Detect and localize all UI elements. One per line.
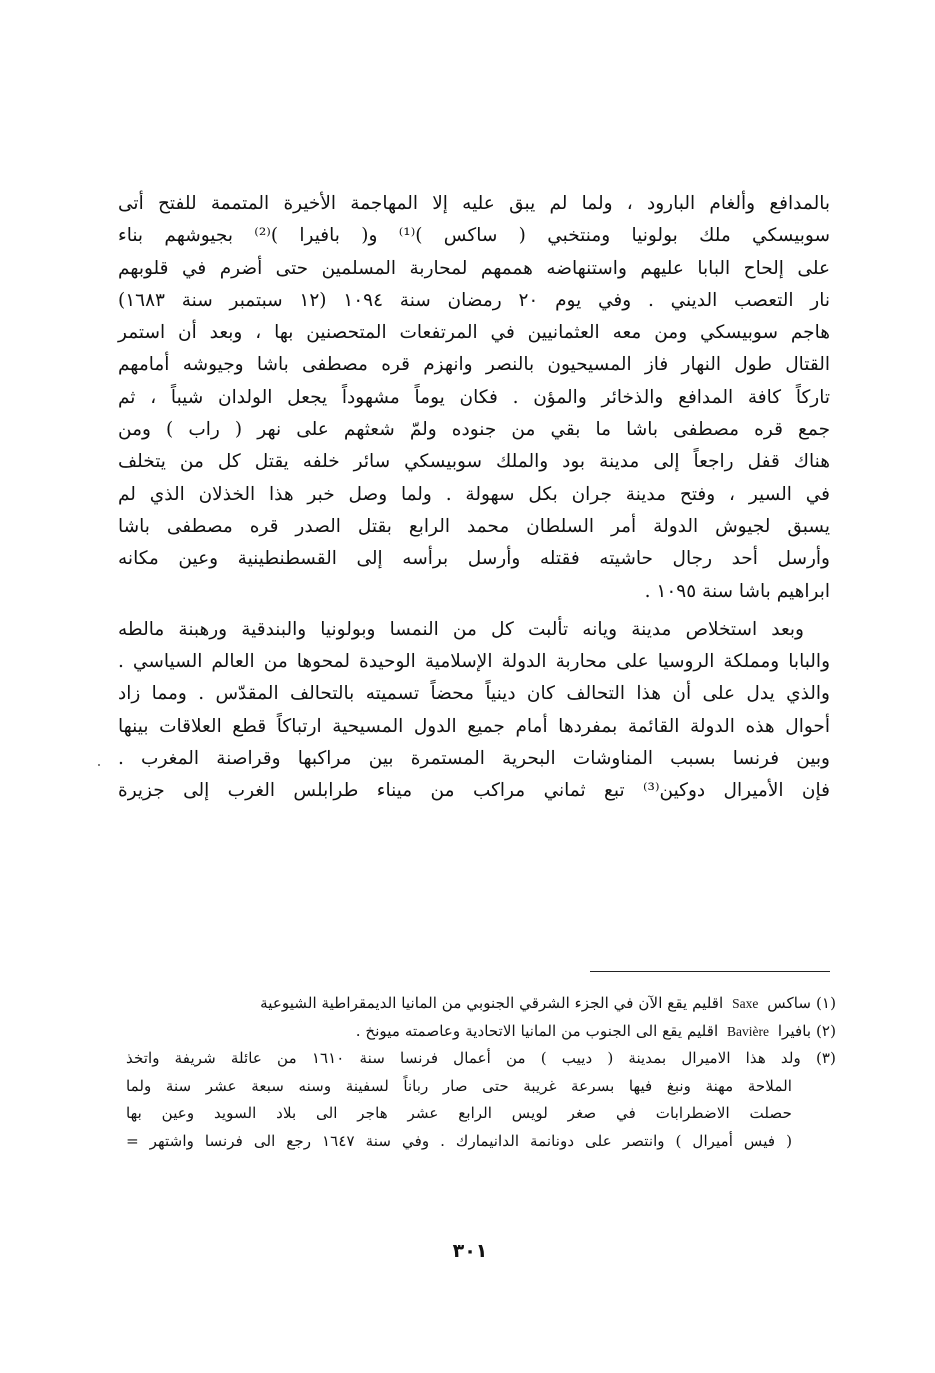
text-line: بالمدافع وألغام البارود ، ولما لم يبق عليه إلا المهاجمة الأخيرة المتممة للفتح أتى xyxy=(118,193,830,214)
footnote-2-label: (٢) بافيرا xyxy=(777,1021,836,1040)
margin-mark xyxy=(98,764,100,766)
footnote-1-latin-term: Saxe xyxy=(732,996,759,1011)
footnote-line: حصلت الاضطرابات في صغر لويس الرابع عشر هاجر الى بلاد السويد وعين بها xyxy=(126,1104,792,1122)
text-line: هاجم سوبيسكي ومن معه العثمانيين في المرتفعات المتحصنين بها ، وبعد أن استمر xyxy=(118,322,830,344)
text-line: أحوال هذه الدولة القائمة بمفردها أمام جميع الدول المسيحية ارتباكاً قطع العلاقات بينها xyxy=(118,715,830,737)
footnote-2-latin-term: Bavière xyxy=(727,1023,769,1039)
text-line: ابراهيم باشا سنة ١٠٩٥ . xyxy=(644,580,830,602)
text-line: وبعد استخلاص مدينة ويانه تألبت كل من النمسا وبولونيا والبندقية ورهبنة مالطه xyxy=(118,618,804,640)
footnote-2-text: اقليم يقع الى الجنوب من المانيا الاتحادية وعاصمته ميونخ . xyxy=(355,1021,719,1040)
footnote-1 xyxy=(126,990,836,1018)
footnote-divider xyxy=(590,971,830,972)
footnote-line: ( فيس أميرال ) وانتصر على دونانمة الدانيمارك . وفي سنة ١٦٤٧ رجع الى فرنسا واشتهر = xyxy=(126,1131,792,1150)
text-line: سوبيسكي ملك بولونيا ومنتخبي ( ساكس )⁽¹⁾ و( بافيرا )⁽²⁾ بجيوشهم بناء xyxy=(118,225,830,247)
text-line: وأرسل أحد رجال حاشيته فقتله وأرسل برأسه إلى القسطنطينية وعين مكانه xyxy=(118,548,830,570)
footnote-1-text: اقليم يقع الآن في الجزء الشرقي الجنوبي من المانيا الديمقراطية الشيوعية xyxy=(260,994,724,1012)
footnote-3 xyxy=(126,1045,836,1155)
text-line: في السير ، وفتح مدينة جران بكل سهولة . ولما وصل خبر هذا الخذلان الذي لم xyxy=(118,483,830,505)
text-line: نار التعصب الديني . وفي يوم ٢٠ رمضان سنة ١٠٩٤ (١٢ سبتمبر سنة ١٦٨٣) xyxy=(118,289,830,311)
footnote-line: (٣) ولد هذا الاميرال بمدينة ( دييب ) من أعمال فرنسا سنة ١٦١٠ من عائلة شريفة واتخذ xyxy=(126,1049,836,1067)
footnotes xyxy=(126,990,836,1155)
text-line: وبين فرنسا بسبب المناوشات البحرية المستمرة بين مراكبها وقراصنة المغرب . xyxy=(118,748,830,770)
text-line: على إلحاح البابا عليهم واستنهاضه هممهم لمحاربة المسلمين حتى أضرم في قلوبهم xyxy=(118,257,830,279)
page-number: ٣٠١ xyxy=(452,1240,488,1262)
text-line: تاركاً كافة المدافع والذخائر والمؤن . فكان يوماً مشهوداً يجعل الولدان شيباً ، ثم xyxy=(118,386,830,408)
paragraph-2 xyxy=(118,614,830,808)
text-line: هناك قفل راجعاً إلى مدينة بود والملك سوبيسكي سائر خلفه يقتل كل من يتخلف xyxy=(118,451,830,473)
text-line: يسبق لجيوش الدولة أمر السلطان محمد الرابع بقتل الصدر قره مصطفى باشا xyxy=(118,515,830,537)
footnote-line: الملاحة مهنة ونبغ فيها بسرعة غريبة حتى صار رباناً لسفينة وسنه سبعة عشر سنة ولما xyxy=(126,1076,792,1095)
footnote-2 xyxy=(126,1018,836,1046)
main-text xyxy=(118,188,830,808)
text-line: القتال طول النهار فاز المسيحيون بالنصر وانهزم قره مصطفى باشا وجيوشه أمامهم xyxy=(118,354,830,376)
paragraph-1 xyxy=(118,188,830,608)
text-line: والذي يدل على أن هذا التحالف كان دينياً محضاً تسميته بالتحالف المقدّس . ومما زاد xyxy=(118,683,830,705)
text-line: والبابا ومملكة الروسيا على محاربة الدولة الإسلامية الوحيدة لمحوها من العالم السياسي . xyxy=(118,651,830,673)
footnote-1-label: (١) ساكس xyxy=(767,994,836,1012)
text-line: جمع قره مصطفى باشا ما بقي من جنوده ولمّ شعثهم على نهر ( راب ) ومن xyxy=(118,419,830,441)
text-line: فإن الأميرال دوكين⁽³⁾ تبع ثماني مراكب من ميناء طرابلس الغرب إلى جزيرة xyxy=(118,780,830,802)
